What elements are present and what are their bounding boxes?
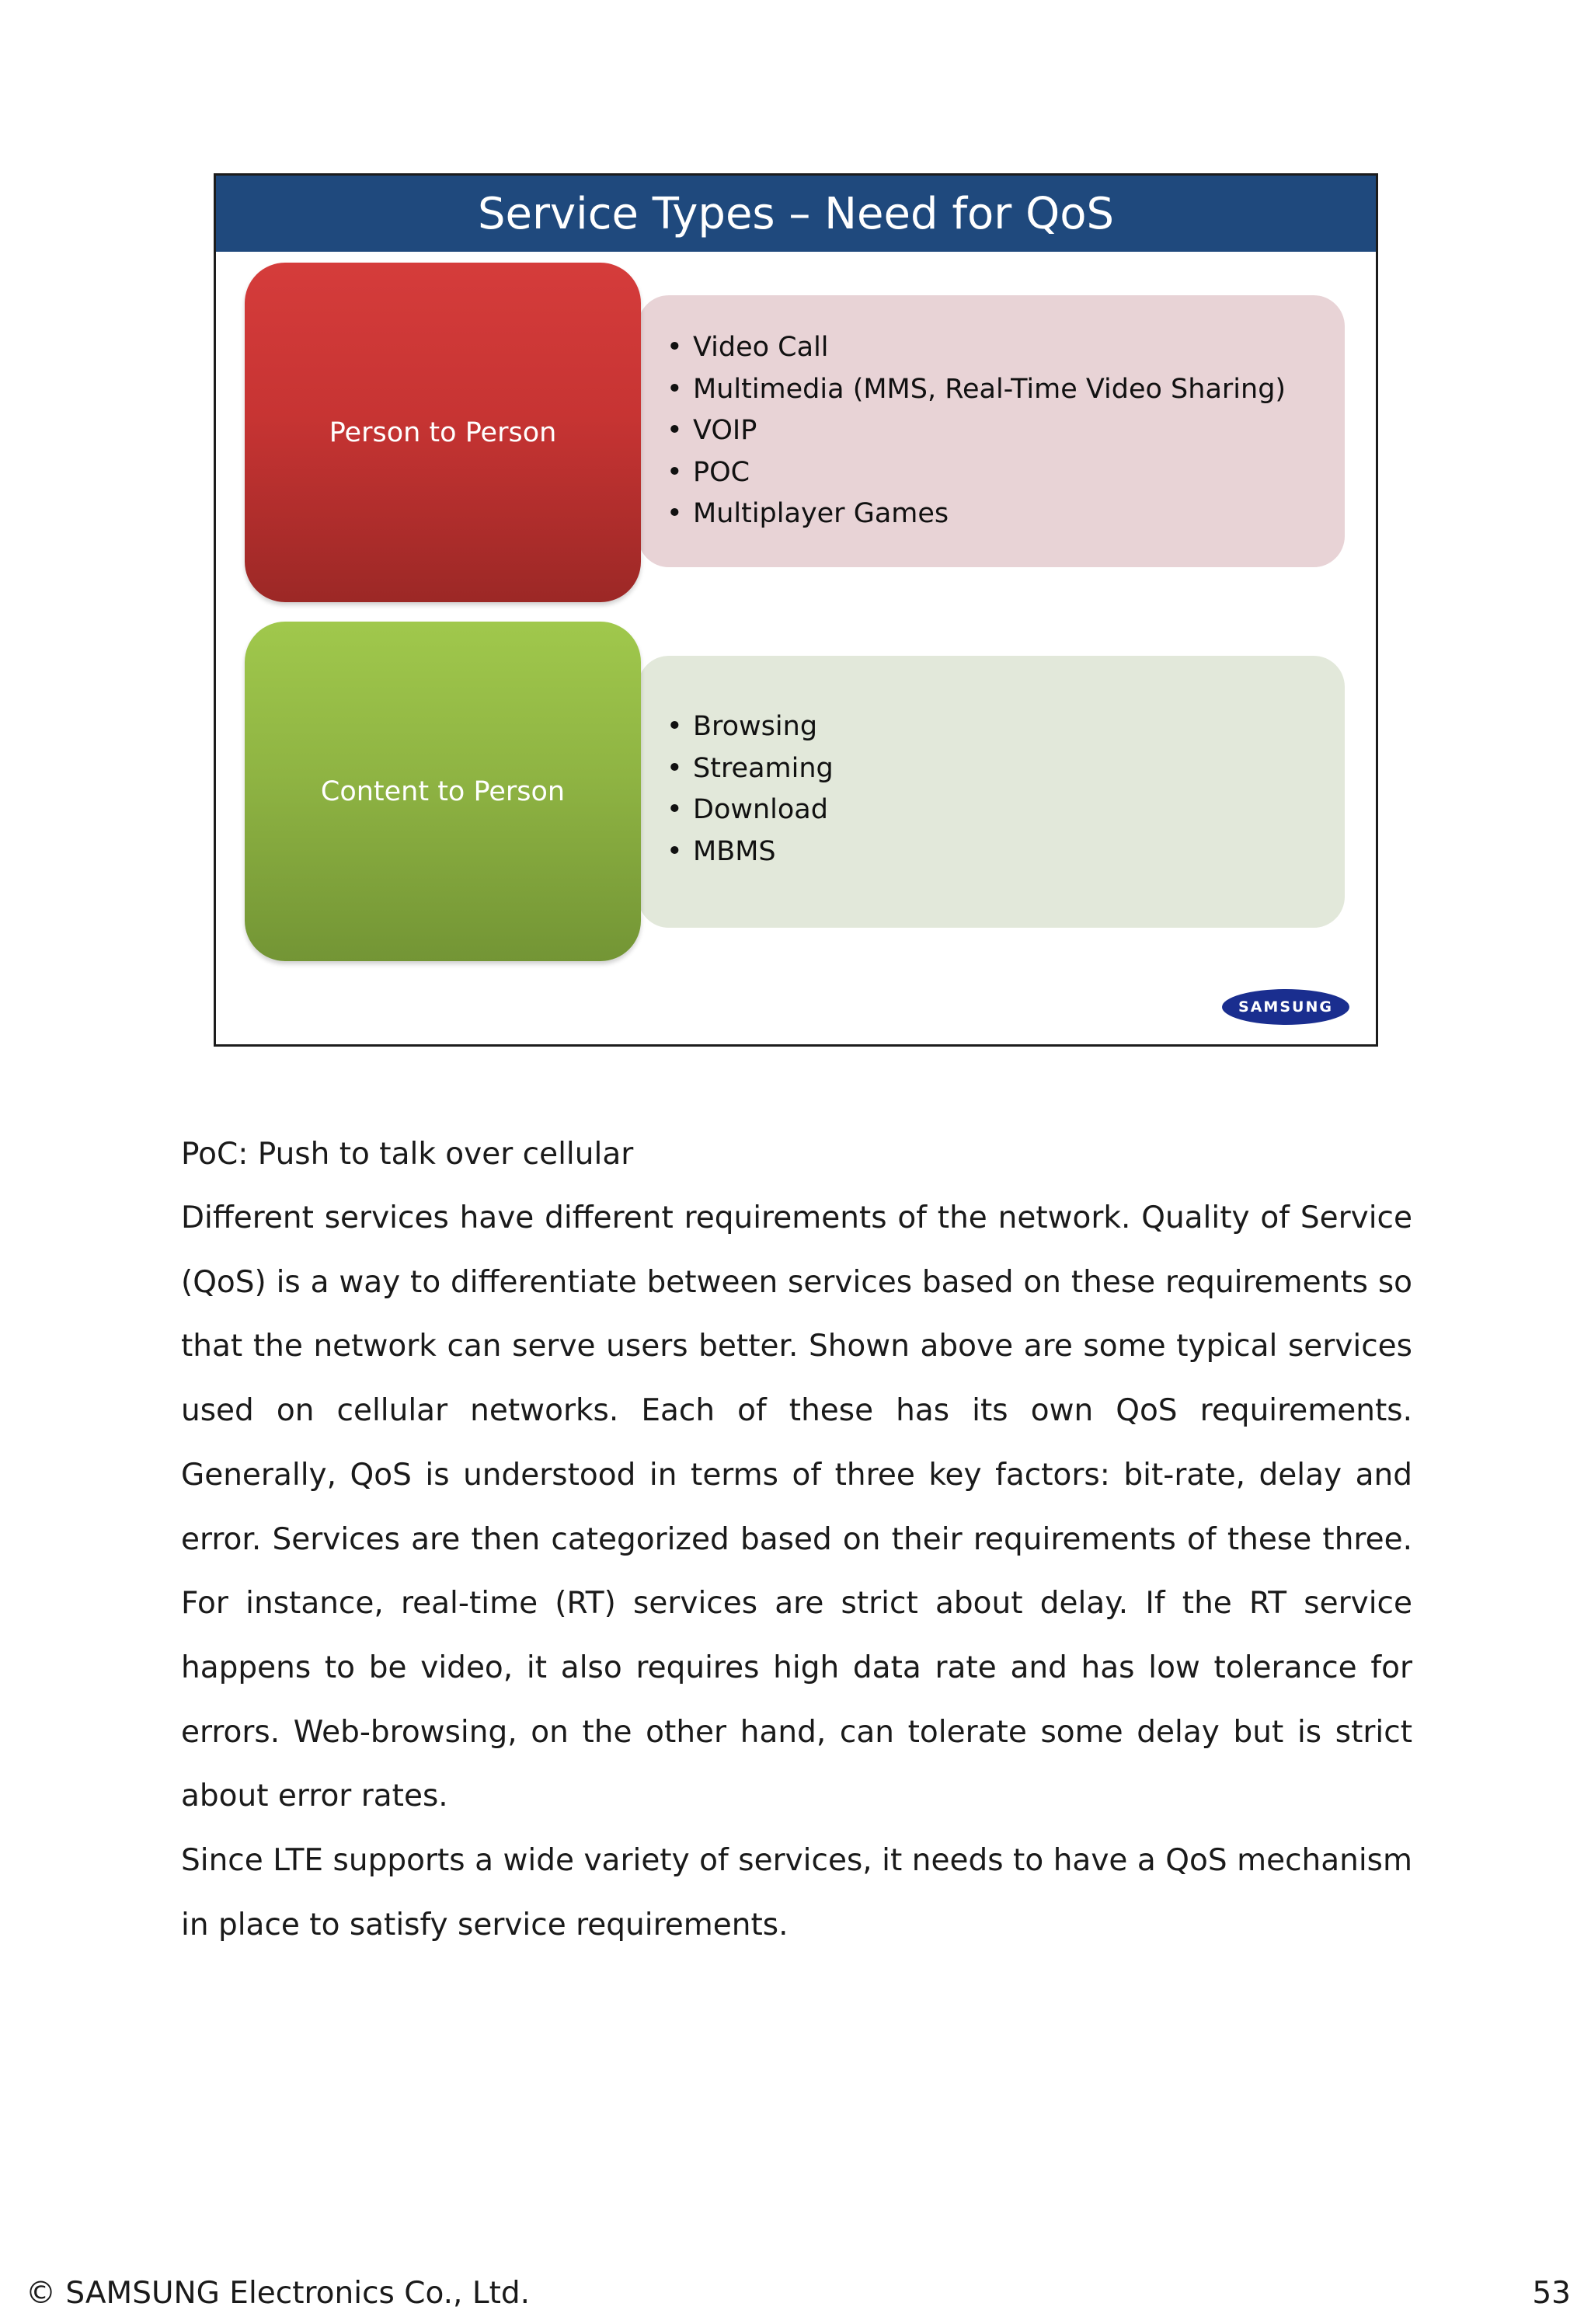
bullet-icon: • bbox=[667, 711, 683, 742]
bullet-icon: • bbox=[667, 332, 683, 363]
bullet-icon: • bbox=[667, 794, 683, 825]
caption: PoC: Push to talk over cellular bbox=[181, 1137, 634, 1172]
person-to-person-list bbox=[667, 327, 1286, 535]
samsung-logo bbox=[1222, 989, 1349, 1025]
paragraph: Different services have different requirements of the network. Quality of Service (QoS) is a way to differentiate between services based on these requirements so that the network can serve users better. Shown above are some typical services used on cellular networks. Each of these has its own QoS requirements. Generally, QoS is understood in terms of three key factors: bit-rate, delay and error. Services are then categorized based on their requirements of these three. For instance, real-time (RT) services are strict about delay. If the RT service happens to be video, it also requires high data rate and has low tolerance for errors. Web-browsing, on the other hand, can tolerate some delay but is strict about error rates. bbox=[181, 1200, 1412, 1814]
bullet-icon: • bbox=[667, 456, 683, 488]
list-item: • Video Call bbox=[667, 327, 1286, 369]
list-item: • Multimedia (MMS, Real-Time Video Sharing) bbox=[667, 369, 1286, 411]
samsung-logo-text: SAMSUNG bbox=[1238, 998, 1333, 1016]
footer-copyright: © SAMSUNG Electronics Co., Ltd. bbox=[26, 2276, 531, 2311]
list-item: • Multiplayer Games bbox=[667, 493, 1286, 535]
paragraph: Since LTE supports a wide variety of services, it needs to have a QoS mechanism in place to satisfy service requirements. bbox=[181, 1843, 1412, 1942]
bullet-icon: • bbox=[667, 498, 683, 529]
page-number: 53 bbox=[1532, 2276, 1571, 2311]
list-item: • MBMS bbox=[667, 831, 834, 873]
bullet-icon: • bbox=[667, 835, 683, 867]
slide-title-bar bbox=[216, 176, 1376, 252]
list-item: • Browsing bbox=[667, 706, 834, 748]
bullet-icon: • bbox=[667, 752, 683, 784]
bullet-icon: • bbox=[667, 415, 683, 446]
bullet-icon: • bbox=[667, 373, 683, 405]
list-item: • Streaming bbox=[667, 748, 834, 790]
content-to-person-label: Content to Person bbox=[320, 775, 566, 807]
person-to-person-block bbox=[245, 263, 641, 602]
slide-figure bbox=[214, 173, 1378, 1047]
list-item: • POC bbox=[667, 452, 1286, 494]
content-to-person-block bbox=[245, 622, 641, 961]
list-item: • Download bbox=[667, 789, 834, 831]
list-item: • VOIP bbox=[667, 410, 1286, 452]
person-to-person-label: Person to Person bbox=[329, 416, 557, 448]
slide-title: Service Types – Need for QoS bbox=[478, 188, 1114, 239]
content-to-person-list bbox=[667, 706, 834, 873]
